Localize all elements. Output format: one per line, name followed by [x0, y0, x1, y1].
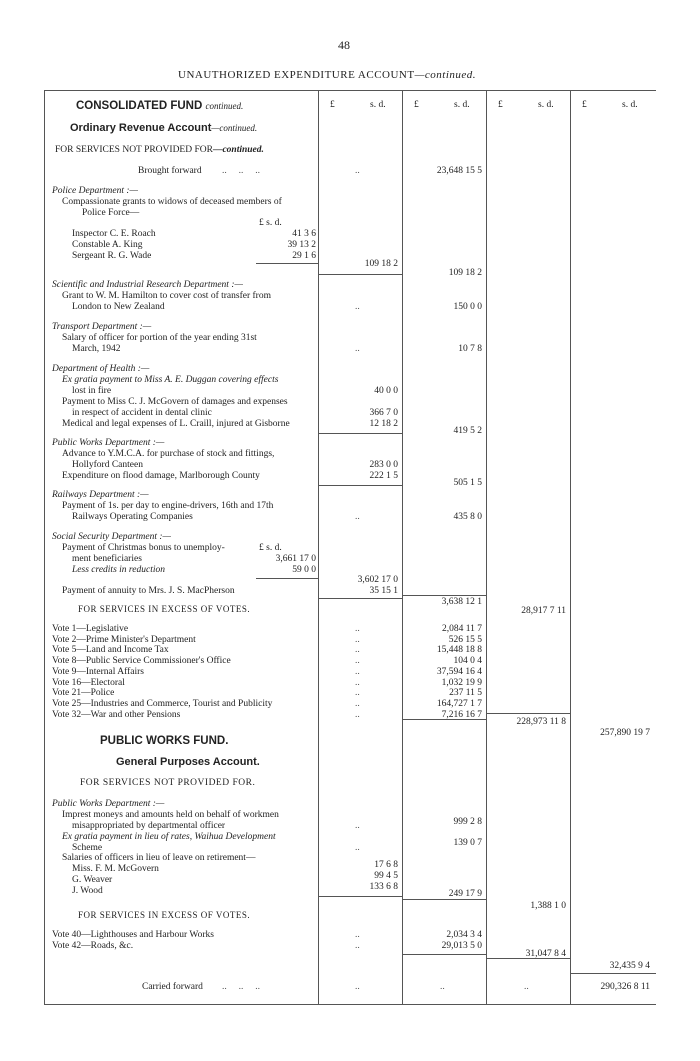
bf-label: Brought forward	[138, 166, 202, 176]
social-total: 3,638 12 1	[441, 597, 482, 607]
pwf-sal-rule	[318, 896, 402, 897]
cf-sub	[70, 123, 257, 134]
health-l3: Payment to Miss C. J. McGovern of damages and expenses	[62, 397, 288, 407]
cf-out-amount: 290,326 8 11	[600, 982, 650, 992]
vote-amount: 526 15 5	[448, 634, 482, 645]
pwf-row-amount: 99 4 5	[374, 871, 398, 881]
rail-l1: Payment of 1s. per day to engine-drivers, 16th and 17th	[62, 501, 274, 511]
pwf-l5: Salaries of officers in lieu of leave on retirement—	[62, 853, 256, 863]
col1-pound: £	[330, 100, 335, 110]
social-net: 3,602 17 0	[357, 575, 398, 585]
pwf-l3: Ex gratia payment in lieu of rates, Waihua Development	[62, 832, 276, 842]
police-rule	[318, 274, 402, 275]
pw-l3: Expenditure on flood damage, Marlborough County	[62, 471, 260, 481]
social-l4: Payment of annuity to Mrs. J. S. MacPherson	[62, 586, 235, 596]
rail-amount: 435 8 0	[453, 512, 482, 522]
police-row-amount: 41 3 6	[292, 229, 316, 239]
pw-l1: Advance to Y.M.C.A. for purchase of stock and fittings,	[62, 449, 275, 459]
running-head	[178, 70, 476, 81]
police-row-name: Constable A. King	[72, 240, 143, 250]
cf-out-label: Carried forward	[142, 982, 203, 992]
top-rule	[44, 90, 656, 91]
police-total2: 109 18 2	[448, 268, 482, 278]
vote-amount: 1,032 19 9	[441, 677, 482, 688]
col3-pound: £	[498, 100, 503, 110]
pwf-grand: 32,435 9 4	[609, 961, 650, 971]
vote-dots: ..	[355, 645, 360, 656]
vote-dots: ..	[355, 666, 360, 677]
pwf-sec: FOR SERVICES NOT PROVIDED FOR.	[80, 778, 256, 788]
social-subhead: £ s. d.	[259, 543, 282, 553]
cf-out-rule	[570, 973, 656, 974]
social-subrule	[256, 578, 318, 579]
pwf-l4: Scheme	[72, 843, 103, 853]
bf-dots-col1: ..	[355, 166, 360, 176]
cf-sub-text: Ordinary Revenue Account	[70, 122, 212, 134]
pwf-row-amount: 133 6 8	[369, 882, 398, 892]
health-rule	[318, 433, 402, 434]
pwf-dots2: ..	[355, 843, 360, 853]
excess2-rule	[402, 954, 486, 955]
vote-dots: ..	[355, 709, 360, 720]
pw-l2: Hollyford Canteen	[72, 460, 143, 470]
social-l2: ment beneficiaries	[72, 554, 142, 564]
cf-title-cont: continued.	[205, 101, 244, 111]
sci-l1: Grant to W. M. Hamilton to cover cost of transfer from	[62, 291, 271, 301]
vote-dots: ..	[355, 656, 360, 667]
col2-pound: £	[414, 100, 419, 110]
sci-l2: London to New Zealand	[72, 302, 165, 312]
pw-dept: Public Works Department :—	[52, 438, 165, 448]
pwf-dept: Public Works Department :—	[52, 799, 165, 809]
pwf-title: PUBLIC WORKS FUND.	[100, 735, 229, 747]
transport-dots: ..	[355, 344, 360, 354]
cf-title	[76, 101, 243, 112]
rail-dept: Railways Department :—	[52, 490, 149, 500]
col4-sd: s. d.	[622, 100, 638, 110]
vote-amount: 15,448 18 8	[436, 645, 482, 656]
vote-label: Vote 42—Roads, &c.	[52, 941, 134, 951]
cf-sec-cont: —continued.	[212, 145, 264, 155]
excess2-heading: FOR SERVICES IN EXCESS OF VOTES.	[78, 910, 251, 920]
sci-dots: ..	[355, 302, 360, 312]
social-a1: 3,661 17 0	[275, 554, 316, 564]
vote-dots: ..	[355, 677, 360, 688]
col-divider-3	[486, 90, 487, 1005]
police-desc1: Compassionate grants to widows of deceased members of	[62, 197, 282, 207]
vote-dots: ..	[355, 941, 360, 951]
pw-rule	[318, 485, 402, 486]
cf-np-rule	[402, 595, 486, 596]
cf-sec	[55, 145, 264, 156]
pwf-row-name: G. Weaver	[72, 875, 113, 885]
social-dept: Social Security Department :—	[52, 532, 171, 542]
police-row-amount: 29 1 6	[292, 251, 316, 261]
vote-dots: ..	[355, 930, 360, 940]
social-l3: Less credits in reduction	[72, 565, 165, 575]
transport-l1: Salary of officer for portion of the year ending 31st	[62, 333, 257, 343]
vote-amount: 2,034 3 4	[446, 930, 482, 940]
vote-label: Vote 21—Police	[52, 688, 115, 699]
vote-dots: ..	[355, 634, 360, 645]
police-row-name: Inspector C. E. Roach	[72, 229, 156, 239]
pwf-sub: General Purposes Account.	[116, 756, 260, 768]
police-desc2: Police Force—	[82, 208, 140, 218]
social-a3: 35 15 1	[369, 586, 398, 596]
rail-l2: Railways Operating Companies	[72, 512, 193, 522]
vote-label: Vote 16—Electoral	[52, 677, 125, 688]
cf-out-dots-2: ..	[440, 982, 445, 992]
vote-label: Vote 32—War and other Pensions	[52, 709, 181, 720]
pwf-total: 1,388 1 0	[530, 901, 566, 911]
excess2-total: 31,047 8 4	[525, 949, 566, 959]
pwf-grand-rule	[486, 958, 570, 959]
health-l5: Medical and legal expenses of L. Craill, injured at Gisborne	[62, 419, 290, 429]
pwf-l2: misappropriated by departmental officer	[72, 821, 226, 831]
col-divider-4	[570, 90, 571, 1005]
pwf-l1: Imprest moneys and amounts held on behalf of workmen	[62, 810, 279, 820]
cf-title-text: CONSOLIDATED FUND	[76, 100, 203, 112]
cf-out-dots-3: ..	[524, 982, 529, 992]
vote-label: Vote 1—Legislative	[52, 624, 129, 634]
bf-amount: 23,648 15 5	[436, 166, 482, 176]
health-dept: Department of Health :—	[52, 364, 150, 374]
vote-amount: 37,594 16 4	[436, 666, 482, 677]
police-total1: 109 18 2	[364, 259, 398, 269]
vote-label: Vote 2—Prime Minister's Department	[52, 634, 196, 645]
vote-label: Vote 5—Land and Income Tax	[52, 645, 169, 656]
cf-grand: 257,890 19 7	[600, 728, 650, 738]
excess1-heading: FOR SERVICES IN EXCESS OF VOTES.	[78, 604, 251, 614]
police-subrule	[256, 263, 318, 264]
pwf-rule	[402, 899, 486, 900]
excess1-total: 228,973 11 8	[516, 717, 566, 727]
police-subhead: £ s. d.	[259, 218, 282, 228]
pw-a2: 222 1 5	[369, 471, 398, 481]
health-a1: 40 0 0	[374, 386, 398, 396]
vote-amount: 7,216 16 7	[441, 709, 482, 720]
bf-dots: .. .. ..	[222, 166, 260, 176]
health-a2: 366 7 0	[369, 408, 398, 418]
transport-amount: 10 7 8	[458, 344, 482, 354]
transport-dept: Transport Department :—	[52, 322, 152, 332]
social-a2: 59 0 0	[292, 565, 316, 575]
bottom-rule	[44, 1004, 656, 1005]
police-row-name: Sergeant R. G. Wade	[72, 251, 152, 261]
pwf-dots1: ..	[355, 821, 360, 831]
social-l1: Payment of Christmas bonus to unemploy-	[62, 543, 225, 553]
rail-dots: ..	[355, 512, 360, 522]
vote-dots: ..	[355, 698, 360, 709]
col4-pound: £	[582, 100, 587, 110]
vote-amount: 2,084 11 7	[441, 624, 482, 634]
sci-amount: 150 0 0	[453, 302, 482, 312]
running-head-cont: —continued.	[414, 69, 477, 81]
col3-sd: s. d.	[538, 100, 554, 110]
sci-dept: Scientific and Industrial Research Department :—	[52, 280, 243, 290]
col-divider-2	[402, 90, 403, 1005]
vote-amount: 164,727 1 7	[436, 698, 482, 709]
cf-sub-cont: —continued.	[211, 123, 258, 133]
vote-label: Vote 40—Lighthouses and Harbour Works	[52, 930, 214, 940]
health-l2: lost in fire	[72, 386, 112, 396]
vote-amount: 237 11 5	[449, 688, 482, 699]
pw-total: 505 1 5	[453, 478, 482, 488]
transport-l2: March, 1942	[72, 344, 121, 354]
page-number: 48	[338, 38, 350, 52]
vote-amount: 29,013 5 0	[441, 941, 482, 951]
vote-label: Vote 25—Industries and Commerce, Tourist and Publicity	[52, 698, 273, 709]
cf-out-dots: .. .. ..	[222, 982, 260, 992]
col-divider-1	[318, 90, 319, 1005]
frame-left	[44, 90, 45, 1005]
police-row-amount: 39 13 2	[287, 240, 316, 250]
health-total: 419 5 2	[453, 426, 482, 436]
vote-dots: ..	[355, 624, 360, 634]
health-a3: 12 18 2	[369, 419, 398, 429]
pwf-row-amount: 17 6 8	[374, 860, 398, 870]
cf-grand-rule	[486, 713, 570, 714]
pwf-sal-total: 249 17 9	[448, 889, 482, 899]
pwf-row-name: J. Wood	[72, 886, 103, 896]
cf-np-grand: 28,917 7 11	[521, 606, 566, 616]
col1-sd: s. d.	[370, 100, 386, 110]
excess1-rule	[402, 719, 486, 720]
pw-a1: 283 0 0	[369, 460, 398, 470]
pwf-a2: 139 0 7	[453, 838, 482, 848]
vote-label: Vote 8—Public Service Commissioner's Office	[52, 656, 231, 667]
health-l4: in respect of accident in dental clinic	[72, 408, 212, 418]
social-rule	[318, 598, 402, 599]
vote-amount: 104 0 4	[453, 656, 482, 667]
health-l1: Ex gratia payment to Miss A. E. Duggan covering effects	[62, 375, 279, 385]
pwf-row-name: Miss. F. M. McGovern	[72, 864, 159, 874]
police-dept: Police Department :—	[52, 186, 139, 196]
running-head-main: UNAUTHORIZED EXPENDITURE ACCOUNT	[178, 69, 415, 81]
cf-out-dots-1: ..	[355, 982, 360, 992]
cf-sec-text: FOR SERVICES NOT PROVIDED FOR	[55, 145, 213, 155]
pwf-a1: 999 2 8	[453, 817, 482, 827]
vote-label: Vote 9—Internal Affairs	[52, 666, 144, 677]
vote-dots: ..	[355, 688, 360, 699]
col2-sd: s. d.	[454, 100, 470, 110]
